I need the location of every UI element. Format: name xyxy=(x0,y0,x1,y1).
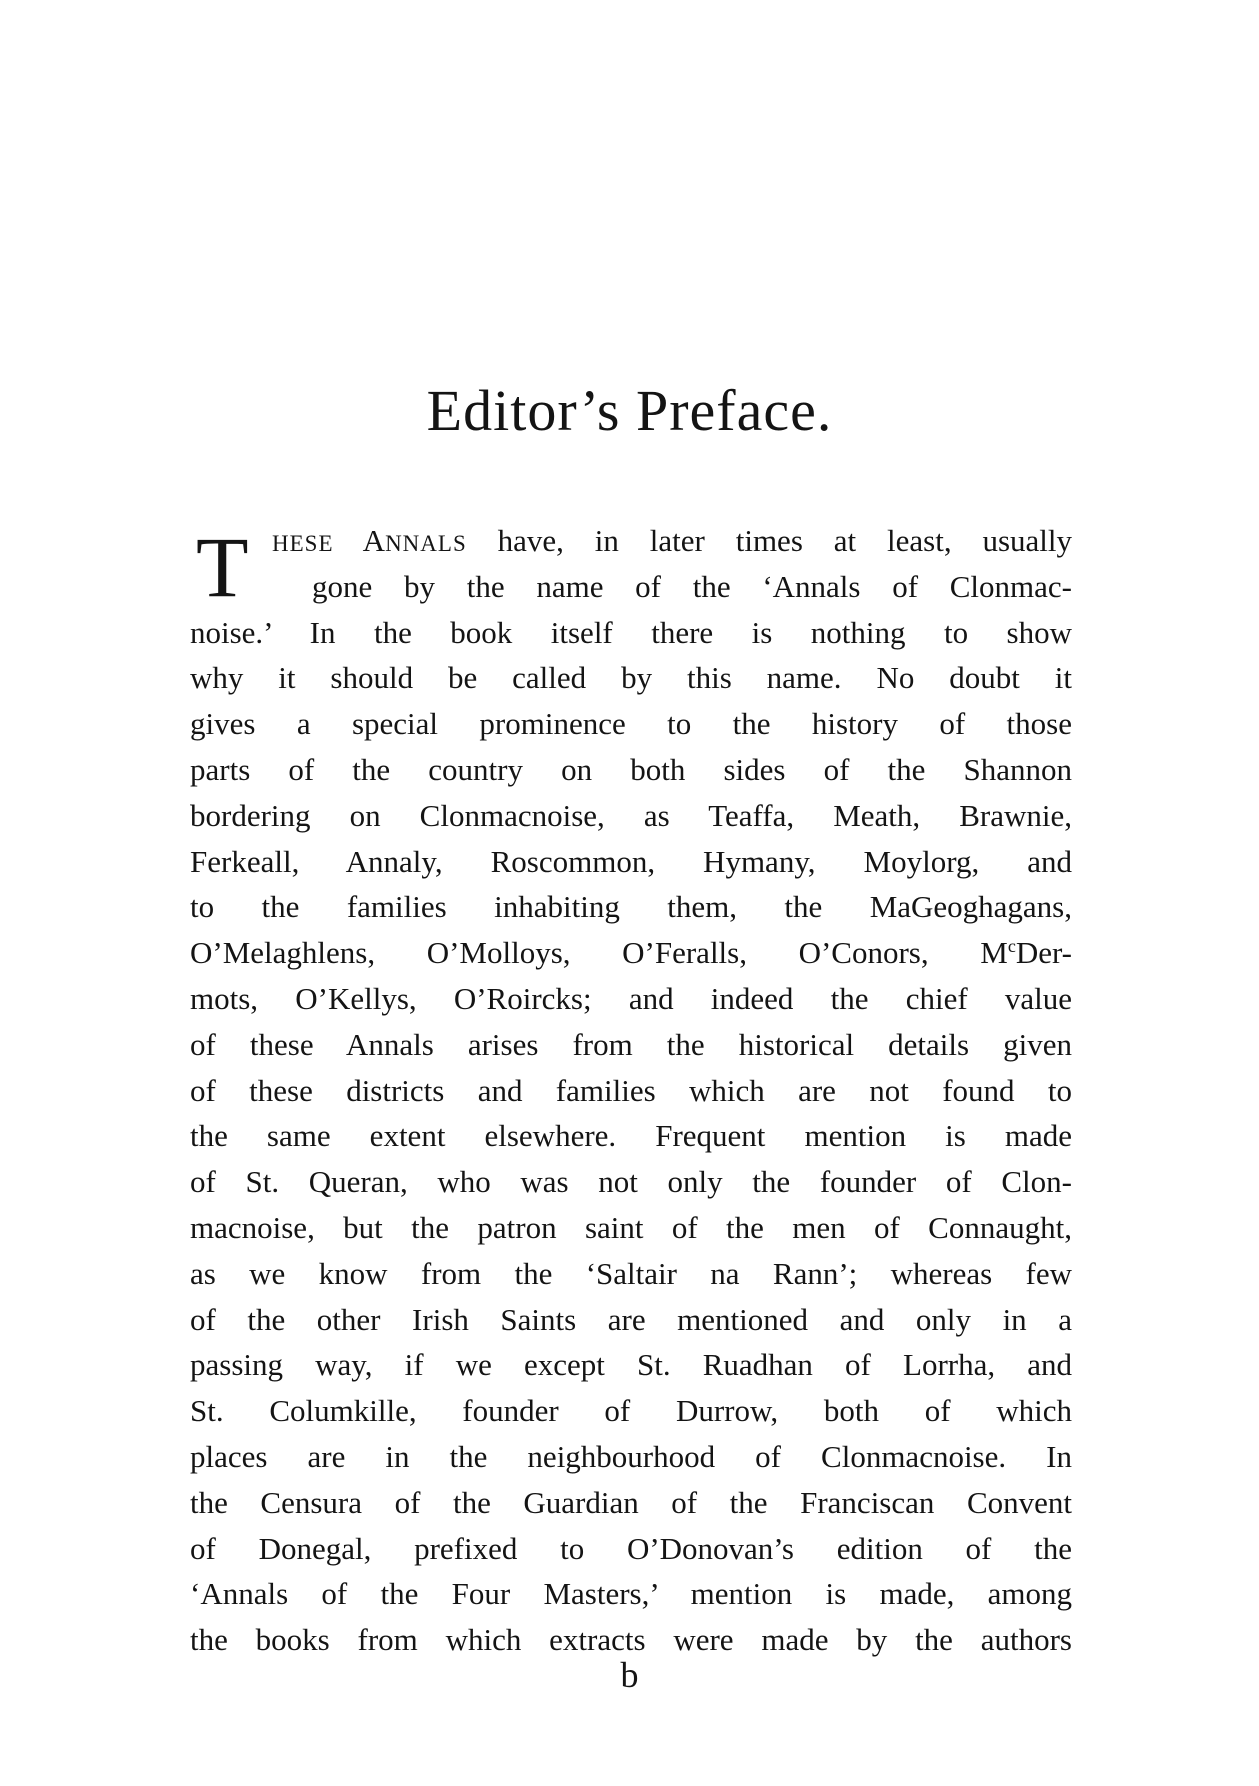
text-line-21: places are in the neighbourhood of Clonmacnoise. In xyxy=(190,1438,1072,1474)
text-line-11: mots, O’Kellys, O’Roircks; and indeed the chief value xyxy=(190,980,1072,1016)
text-line-1 xyxy=(190,518,1072,564)
text-line-9: to the families inhabiting them, the MaGeoghagans, xyxy=(190,889,1072,925)
small-caps-these: HESE xyxy=(272,531,334,556)
text-line-19: passing way, if we except St. Ruadhan of Lorrha, and xyxy=(190,1347,1072,1383)
text-line-7: bordering on Clonmacnoise, as Teaffa, Meath, Brawnie, xyxy=(190,797,1072,833)
superscript-c: c xyxy=(1007,936,1016,957)
text-line-15: of St. Queran, who was not only the founder of Clon- xyxy=(190,1164,1072,1200)
text-line-10 xyxy=(190,930,1072,976)
text-line-17: as we know from the ‘Saltair na Rann’; whereas few xyxy=(190,1255,1072,1291)
small-caps-annals: NNALS xyxy=(385,531,467,556)
text-line-18: of the other Irish Saints are mentioned and only in a xyxy=(190,1301,1072,1337)
page-title: Editor’s Preface. xyxy=(426,378,833,443)
text-line-22: the Censura of the Guardian of the Franciscan Convent xyxy=(190,1484,1072,1520)
text-line-23: of Donegal, prefixed to O’Donovan’s edition of the xyxy=(190,1530,1072,1566)
small-caps-annals-initial: A xyxy=(362,523,386,558)
text-line-8: Ferkeall, Annaly, Roscommon, Hymany, Moylorg, and xyxy=(190,843,1072,879)
text-line-5: gives a special prominence to the history of those xyxy=(190,706,1072,742)
text-line-24: ‘Annals of the Four Masters,’ mention is made, among xyxy=(190,1576,1072,1612)
text-line-25: the books from which extracts were made by the authors xyxy=(190,1622,1072,1658)
text-line-16: macnoise, but the patron saint of the men of Connaught, xyxy=(190,1209,1072,1245)
line-10-after: Der- xyxy=(1015,935,1072,971)
text-line-12: of these Annals arises from the historical details given xyxy=(190,1026,1072,1062)
first-line-rest: have, in later times at least, usually xyxy=(497,523,1072,558)
text-line-6: parts of the country on both sides of the Shannon xyxy=(190,751,1072,787)
text-line-4: why it should be called by this name. No doubt it xyxy=(190,660,1072,696)
text-line-3: noise.’ In the book itself there is nothing to show xyxy=(190,614,1072,650)
line-10-before: O’Melaghlens, O’Molloys, O’Feralls, O’Conors, M xyxy=(190,935,1008,971)
text-line-13: of these districts and families which are not found to xyxy=(190,1072,1072,1108)
signature-mark: b xyxy=(620,1655,639,1695)
text-line-20: St. Columkille, founder of Durrow, both of which xyxy=(190,1393,1072,1429)
drop-cap: T xyxy=(196,519,249,615)
text-line-14: the same extent elsewhere. Frequent mention is made xyxy=(190,1118,1072,1154)
preface-body xyxy=(190,518,1072,1663)
text-line-2: gone by the name of the ‘Annals of Clonmac- xyxy=(312,568,1072,604)
